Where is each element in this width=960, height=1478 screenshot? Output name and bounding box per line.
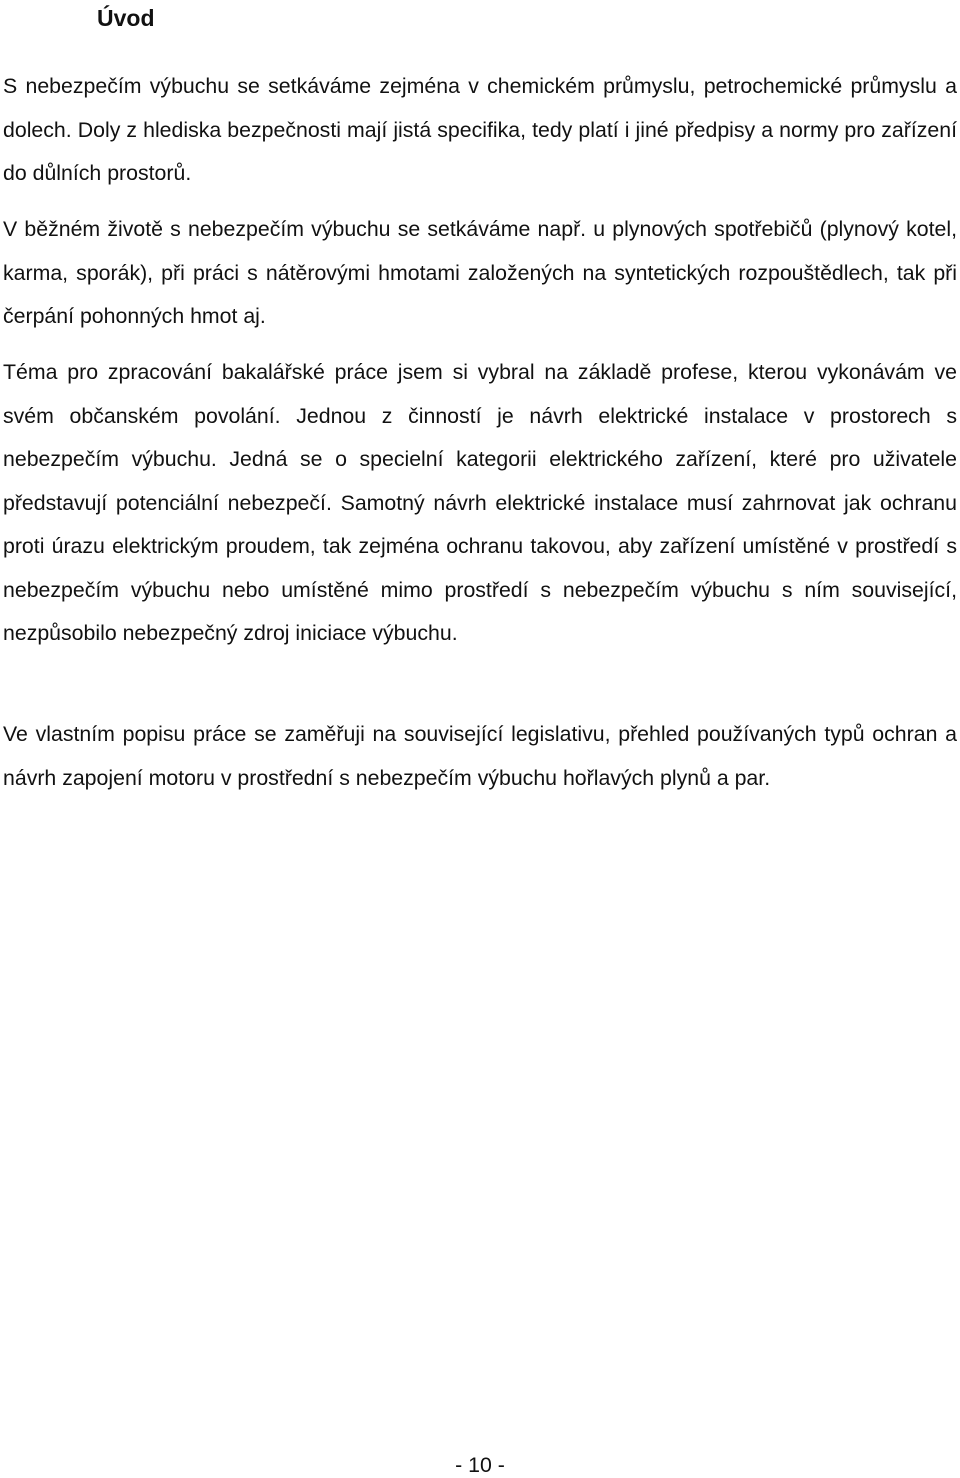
paragraph-intro: S nebezpečím výbuchu se setkáváme zejména v chemickém průmyslu, petrochemické průmyslu a dolech. Doly z hlediska bezpečnosti mají jistá specifika, tedy platí i jiné předpisy a normy pro zařízení do důlních prostorů. xyxy=(3,74,957,185)
paragraph-thesis-topic: Téma pro zpracování bakalářské práce jsem si vybral na základě profese, kterou vykonávám ve svém občanském povolání. Jednou z činností je návrh elektrické instalace v prostorech s nebezpečím výbuchu. Jedná se o specielní kategorii elektrického zařízení, které pro uživatele představují potenciální nebezpečí. Samotný návrh elektrické instalace musí zahrnovat jak ochranu proti úrazu elektrickým proudem, tak zejména ochranu takovou, aby zařízení umístěné v prostředí s nebezpečím výbuchu nebo umístěné mimo prostředí s nebezpečím výbuchu s ním související, nezpůsobilo nebezpečný zdroj iniciace výbuchu. xyxy=(3,360,957,645)
paragraph-thesis-scope: Ve vlastním popisu práce se zaměřuji na související legislativu, přehled používaných typů ochran a návrh zapojení motoru v prostřední s nebezpečím výbuchu hořlavých plynů a par. xyxy=(3,722,957,790)
page-number: - 10 - xyxy=(455,1453,505,1477)
paragraph-everyday-life: V běžném životě s nebezpečím výbuchu se setkáváme např. u plynových spotřebičů (plynový kotel, karma, sporák), při práci s nátěrovými hmotami založených na syntetických rozpouštědlech, tak při čerpání pohonných hmot aj. xyxy=(3,217,957,328)
section-heading: Úvod xyxy=(97,5,155,31)
